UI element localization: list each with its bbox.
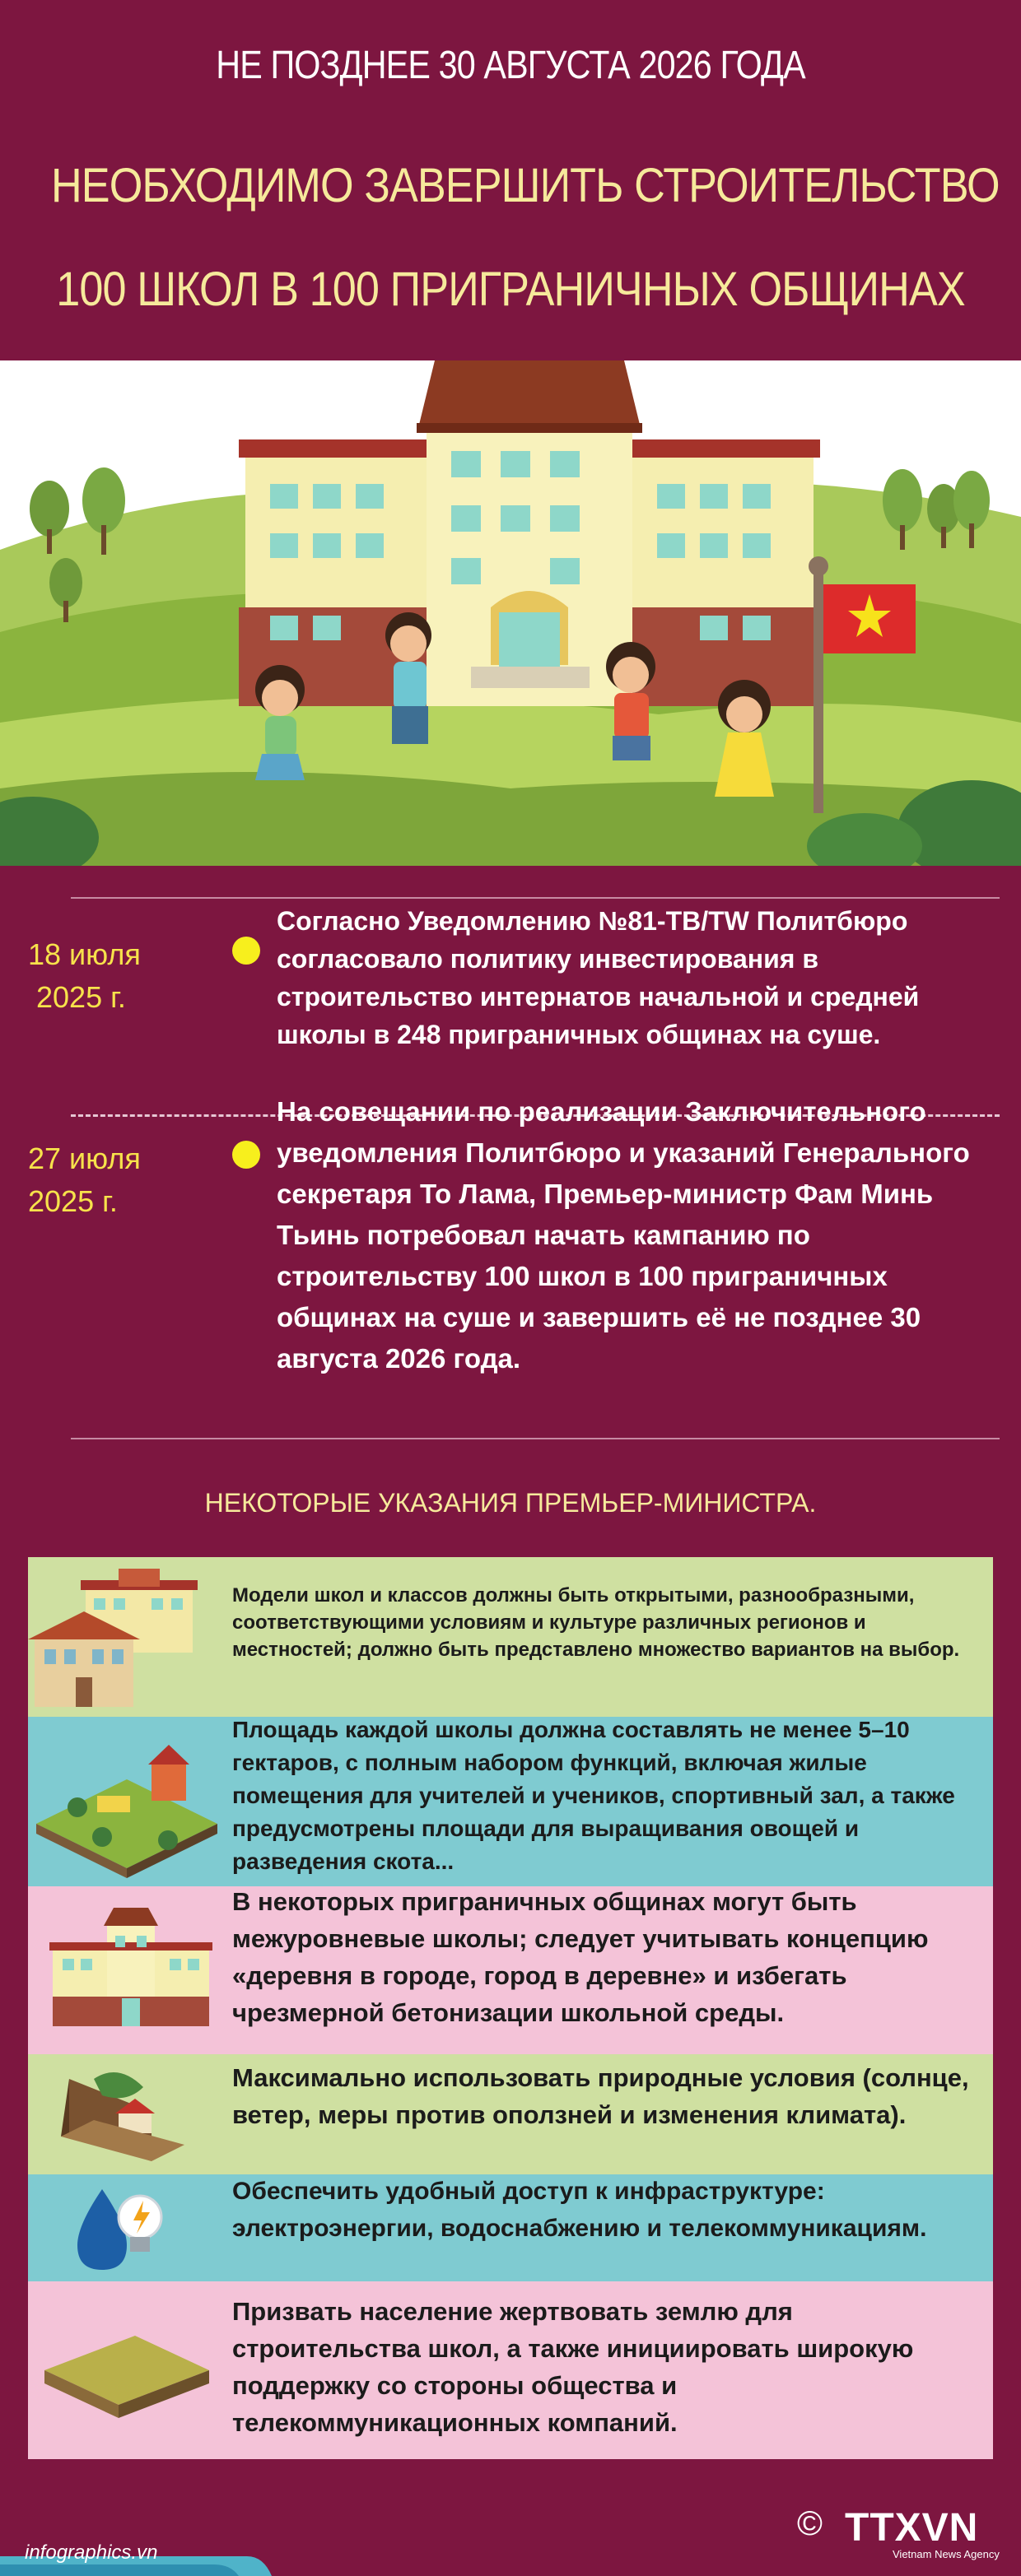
directive-text-3: В некоторых приграничных общинах могут быть межуровневые школы; следует учитывать концепцию «деревня в городе, город в деревне» и избегать чрезмерной бетонизации школьной среды. [232,1887,929,2027]
directive-text-1: Модели школ и классов должны быть открытыми, разнообразными, соответствующими условиям и культуре различных регионов и местностей; должно быть представлено множество вариантов на выбор. [232,1584,960,1661]
timeline-date-1 [28,933,141,1019]
timeline-date-1-year: 2025 г. [36,980,126,1014]
directive-text-5: Обеспечить удобный доступ к инфраструктуре: электроэнергии, водоснабжению и телекоммуникациям. [232,2178,927,2242]
header-title-line1: НЕОБХОДИМО ЗАВЕРШИТЬ СТРОИТЕЛЬСТВО [51,159,1000,212]
ttxvn-logo-subtitle: Vietnam News Agency [893,2548,1000,2560]
timeline-date-2-year: 2025 г. [28,1184,118,1218]
directive-text-2: Площадь каждой школы должна составлять не менее 5–10 гектаров, с полным набором функций, включая жилые помещения для учителей и учеников, спортивный зал, а также предусмотрены площади для выращивания овощей и разведения скота... [232,1717,955,1874]
directives-title: НЕКОТОРЫЕ УКАЗАНИЯ ПРЕМЬЕР-МИНИСТРА. [204,1488,817,1518]
footer [0,2494,1021,2576]
directive-item-4 [28,2054,993,2174]
land-plot-icon [28,2281,226,2459]
footer-site[interactable]: infographics.vn [25,2541,158,2564]
directive-item-3 [28,1886,993,2054]
header-title-line2: 100 ШКОЛ В 100 ПРИГРАНИЧНЫХ ОБЩИНАХ [56,263,965,316]
school-campus-icon [28,1717,226,1886]
timeline-divider-top [71,897,1000,899]
landslide-house-icon [28,2054,226,2174]
directive-item-6 [28,2281,993,2459]
timeline [0,866,1021,1467]
water-electricity-icon [28,2174,226,2281]
timeline-date-1-day: 18 июля [28,937,141,971]
directive-item-5 [28,2174,993,2281]
school-illustration [0,360,1021,866]
directive-text-4: Максимально использовать природные условия (солнце, ветер, меры против оползней и изменения климата). [232,2063,969,2129]
timeline-date-2 [28,1137,141,1223]
header-banner [0,0,1021,360]
timeline-bullet-1 [232,937,260,965]
timeline-date-2-day: 27 июля [28,1142,141,1175]
directive-item-1 [28,1557,993,1717]
directive-item-2 [28,1717,993,1886]
timeline-text-2: На совещании по реализации Заключительного уведомления Политбюро и указаний Генерального секретаря То Лама, Премьер-министр Фам Минь Тьинь потребовал начать кампанию по строительству 100 школ в 100 приграничных общинах на суше и завершить её не позднее 30 августа 2026 года. [277,1096,970,1374]
timeline-bullet-2 [232,1141,260,1169]
header-deadline: НЕ ПОЗДНЕЕ 30 АВГУСТА 2026 ГОДА [216,44,805,87]
ttxvn-logo: TTXVN [845,2506,979,2550]
timeline-text-1: Согласно Уведомлению №81-TB/TW Политбюро согласовало политику инвестирования в строительство интернатов начальной и средней школы в 248 приграничных общинах на суше. [277,906,920,1049]
copyright-symbol: © [797,2504,823,2542]
school-building-icon [28,1886,226,2054]
timeline-divider-bottom [71,1438,1000,1439]
school-buildings-icon [28,1557,226,1717]
directive-text-6: Призвать население жертвовать землю для строительства школ, а также инициировать широкую поддержку со стороны общества и телекоммуникационных компаний. [232,2297,914,2437]
